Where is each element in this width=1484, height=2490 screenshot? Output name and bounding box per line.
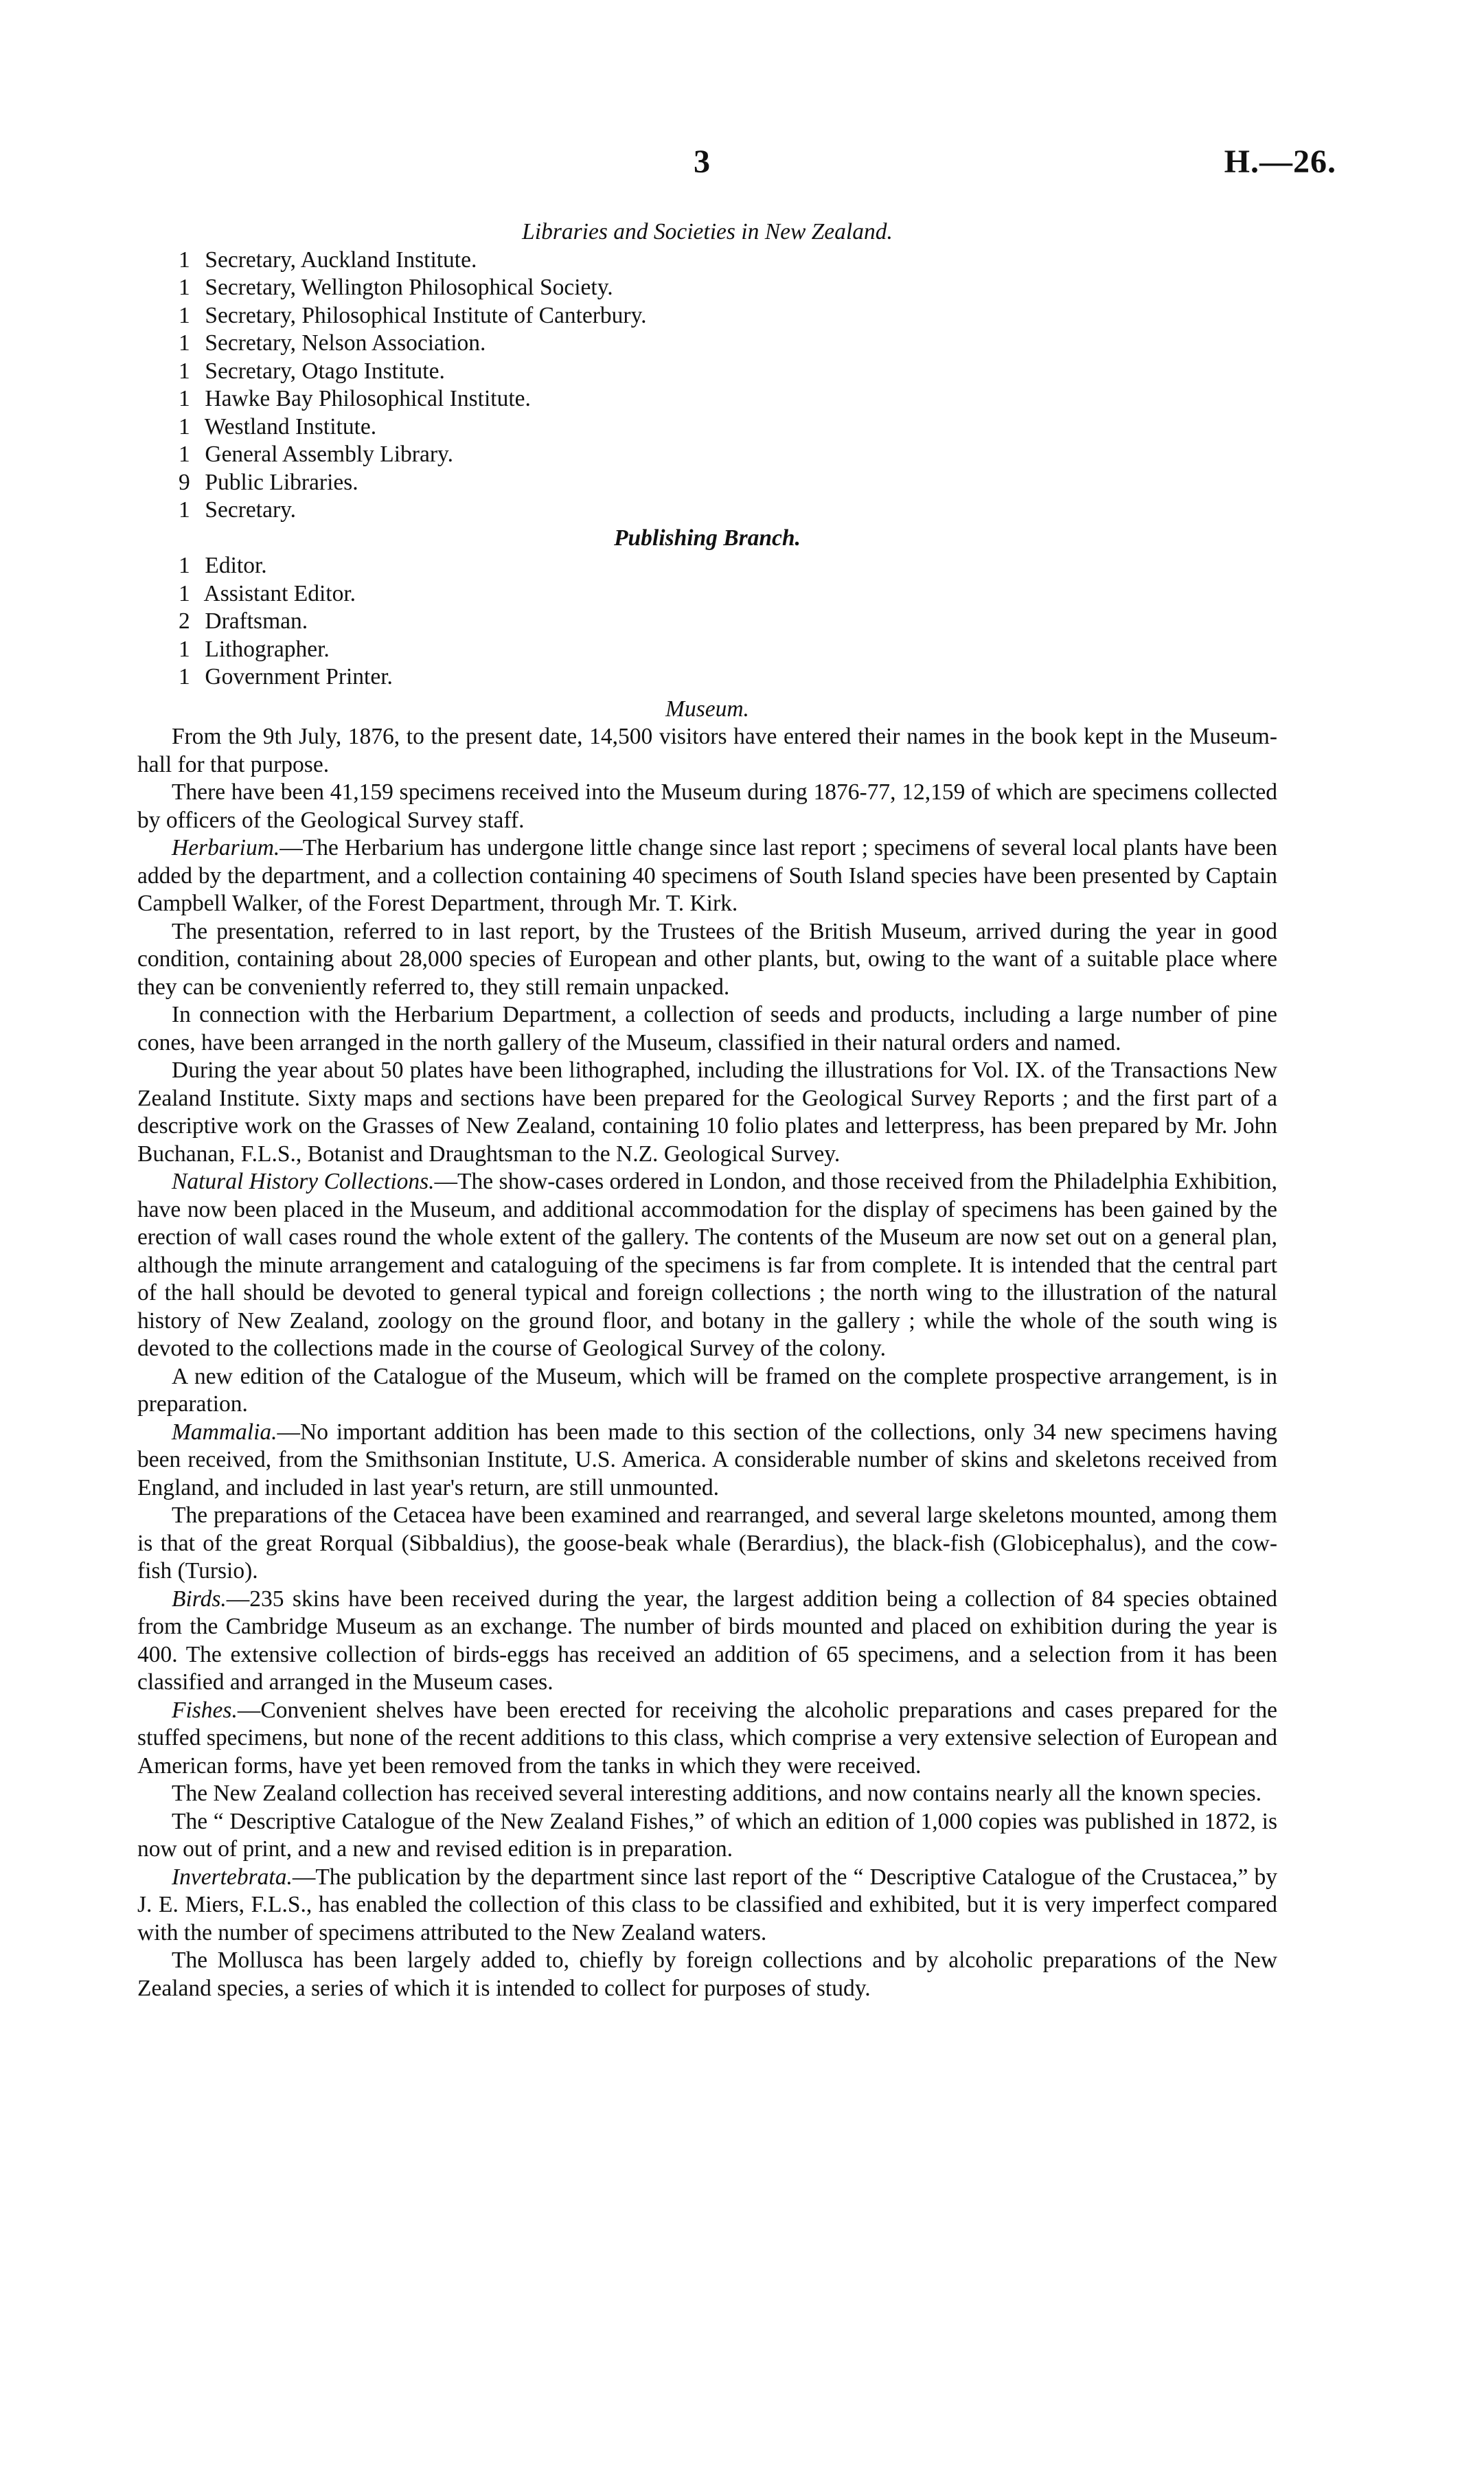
list-item-quantity: 1 (179, 413, 190, 439)
museum-paragraph (137, 918, 1277, 1002)
list-item-quantity: 1 (179, 553, 190, 578)
publishing-section (137, 525, 1277, 692)
museum-paragraph (137, 1586, 1277, 1697)
museum-paragraph (137, 834, 1277, 918)
museum-paragraph (137, 1502, 1277, 1586)
list-item (137, 302, 1277, 330)
list-item (137, 358, 1277, 386)
list-item (137, 636, 1277, 664)
list-item-quantity: 1 (179, 275, 190, 300)
list-item-label: Lithographer. (205, 636, 330, 662)
list-item-quantity: 1 (179, 302, 190, 328)
list-item-label: Westland Institute. (204, 413, 377, 439)
museum-body (137, 723, 1277, 2002)
museum-paragraph (137, 1001, 1277, 1057)
paragraph-text: —235 skins have been received during the year, the largest addition being a collection of 84 species obtained from the Cambridge Museum as an exchange. The number of birds mounted and placed on exhibition during the year is 400. The extensive collection of birds-eggs has received an addition of 65 specimens, and a selection from it has been classified and arranged in the Museum cases. (137, 1586, 1277, 1695)
museum-paragraph (137, 1780, 1277, 1808)
list-item (137, 496, 1277, 525)
paragraph-text: A new edition of the Catalogue of the Museum, which will be framed on the complete prospective arrangement, is in preparation. (137, 1363, 1277, 1417)
list-item (137, 580, 1277, 608)
paragraph-lead: Birds. (172, 1586, 227, 1612)
museum-title: Museum. (665, 696, 749, 722)
paragraph-text: —No important addition has been made to this section of the collections, only 34 new specimens having been received, from the Smithsonian Institute, U.S. America. A considerable number of skins and skeletons received from England, and included in last year's return, are still unmounted. (137, 1419, 1277, 1500)
paragraph-lead: Herbarium. (172, 835, 280, 860)
list-item (137, 608, 1277, 636)
list-item-label: Secretary, Wellington Philosophical Society. (205, 275, 613, 300)
paragraph-text: —Convenient shelves have been erected for receiving the alcoholic preparations and cases prepared for the stuffed specimens, but none of the recent additions to this class, which comprise a very extensive selection of European and American forms, have yet been removed from the tanks in which they were received. (137, 1697, 1277, 1779)
list-item (137, 441, 1277, 469)
list-item-label: General Assembly Library. (205, 442, 453, 467)
list-item-label: Draftsman. (205, 608, 308, 634)
libraries-list (137, 247, 1277, 525)
list-item-quantity: 1 (179, 664, 190, 689)
publishing-title: Publishing Branch. (614, 525, 801, 551)
list-item (137, 663, 1277, 692)
list-item-label: Assistant Editor. (203, 580, 356, 606)
page-number: 3 (694, 144, 710, 180)
list-item-label: Hawke Bay Philosophical Institute. (205, 386, 531, 411)
paragraph-text: The New Zealand collection has received several interesting additions, and now contains nearly all the known species. (172, 1781, 1262, 1806)
document-reference: H.—26. (1224, 144, 1336, 180)
paragraph-text: The “ Descriptive Catalogue of the New Zealand Fishes,” of which an edition of 1,000 copies was published in 1872, is now out of print, and a new and revised edition is in preparation. (137, 1808, 1277, 1862)
museum-paragraph (137, 779, 1277, 834)
list-item-quantity: 1 (179, 386, 190, 411)
list-item (137, 247, 1277, 275)
paragraph-lead: Fishes. (172, 1697, 238, 1723)
museum-paragraph (137, 1697, 1277, 1781)
list-item (137, 330, 1277, 358)
paragraph-text: In connection with the Herbarium Department, a collection of seeds and products, including a large number of pine cones, have been arranged in the north gallery of the Museum, classified in their natural orders and named. (137, 1002, 1277, 1055)
list-item-label: Secretary, Otago Institute. (205, 358, 445, 384)
paragraph-lead: Invertebrata. (172, 1864, 293, 1890)
list-item (137, 469, 1277, 497)
list-item (137, 552, 1277, 580)
paragraph-text: —The Herbarium has undergone little change since last report ; specimens of several local plants have been added by the department, and a collection containing 40 specimens of South Island species have been presented by Captain Campbell Walker, of the Forest Department, through Mr. T. Kirk. (137, 835, 1277, 916)
museum-paragraph (137, 1057, 1277, 1168)
list-item (137, 274, 1277, 302)
museum-paragraph (137, 1168, 1277, 1363)
libraries-title: Libraries and Societies in New Zealand. (522, 219, 893, 244)
list-item-label: Secretary, Philosophical Institute of Canterbury. (205, 302, 647, 328)
paragraph-text: During the year about 50 plates have been lithographed, including the illustrations for Vol. IX. of the Transactions New Zealand Institute. Sixty maps and sections have been prepared for the Geological Survey Reports ; and the first part of a descriptive work on the Grasses of New Zealand, containing 10 folio plates and letterpress, has been prepared by Mr. John Buchanan, F.L.S., Botanist and Draughtsman to the N.Z. Geological Survey. (137, 1058, 1277, 1167)
page-content (137, 218, 1277, 2002)
museum-paragraph (137, 1363, 1277, 1419)
paragraph-text: The Mollusca has been largely added to, chiefly by foreign collections and by alcoholic preparations of the New Zealand species, a series of which it is intended to collect for purposes of study. (137, 1948, 1277, 2001)
list-item-label: Editor. (205, 553, 267, 578)
paragraph-text: The preparations of the Cetacea have been examined and rearranged, and several large skeletons mounted, among them is that of the great Rorqual (Sibbaldius), the goose-beak whale (Berardius), the black-fish (Globicephalus), and the cow-fish (Tursio). (137, 1503, 1277, 1584)
list-item-quantity: 1 (179, 358, 190, 384)
publishing-list (137, 552, 1277, 692)
page-header (0, 143, 1484, 198)
list-item-quantity: 1 (179, 247, 190, 273)
list-item-quantity: 2 (179, 608, 190, 634)
paragraph-text: From the 9th July, 1876, to the present date, 14,500 visitors have entered their names in the book kept in the Museum-hall for that purpose. (137, 724, 1277, 777)
list-item-quantity: 1 (179, 497, 190, 523)
museum-paragraph (137, 1864, 1277, 1948)
list-item-label: Secretary, Nelson Association. (205, 330, 486, 356)
list-item (137, 413, 1277, 442)
museum-paragraph (137, 723, 1277, 779)
paragraph-text: —The publication by the department since last report of the “ Descriptive Catalogue of the Crustacea,” by J. E. Miers, F.L.S., has enabled the collection of this class to be classified and exhibited, but it is very imperfect compared with the number of specimens attributed to the New Zealand waters. (137, 1864, 1277, 1945)
list-item-quantity: 1 (179, 330, 190, 356)
libraries-section (137, 218, 1277, 525)
list-item-quantity: 1 (179, 442, 190, 467)
paragraph-lead: Natural History Collections. (172, 1169, 435, 1194)
list-item-quantity: 9 (179, 469, 190, 495)
museum-paragraph (137, 1808, 1277, 1864)
list-item-label: Public Libraries. (205, 469, 358, 495)
list-item-quantity: 1 (179, 636, 190, 662)
paragraph-text: There have been 41,159 specimens received into the Museum during 1876-77, 12,159 of which are specimens collected by officers of the Geological Survey staff. (137, 779, 1277, 833)
list-item-label: Government Printer. (205, 664, 393, 689)
paragraph-text: —The show-cases ordered in London, and those received from the Philadelphia Exhibition, have now been placed in the Museum, and additional accommodation for the display of specimens has been gained by the erection of wall cases round the whole extent of the gallery. The contents of the Museum are now set out on a general plan, although the minute arrangement and cataloguing of the specimens is far from complete. It is intended that the central part of the hall should be devoted to general typical and foreign collections ; the north wing to the illustration of the natural history of New Zealand, zoology on the ground floor, and botany in the gallery ; while the whole of the south wing is devoted to the collections made in the course of Geological Survey of the colony. (137, 1169, 1277, 1361)
museum-paragraph (137, 1947, 1277, 2002)
list-item-label: Secretary, Auckland Institute. (205, 247, 477, 273)
museum-section (137, 696, 1277, 2003)
list-item-quantity: 1 (179, 580, 190, 606)
list-item-label: Secretary. (205, 497, 297, 523)
paragraph-text: The presentation, referred to in last report, by the Trustees of the British Museum, arrived during the year in good condition, containing about 28,000 species of European and other plants, but, owing to the want of a suitable place where they can be conveniently referred to, they still remain unpacked. (137, 918, 1277, 1000)
museum-paragraph (137, 1419, 1277, 1503)
paragraph-lead: Mammalia. (172, 1419, 277, 1445)
list-item (137, 385, 1277, 413)
